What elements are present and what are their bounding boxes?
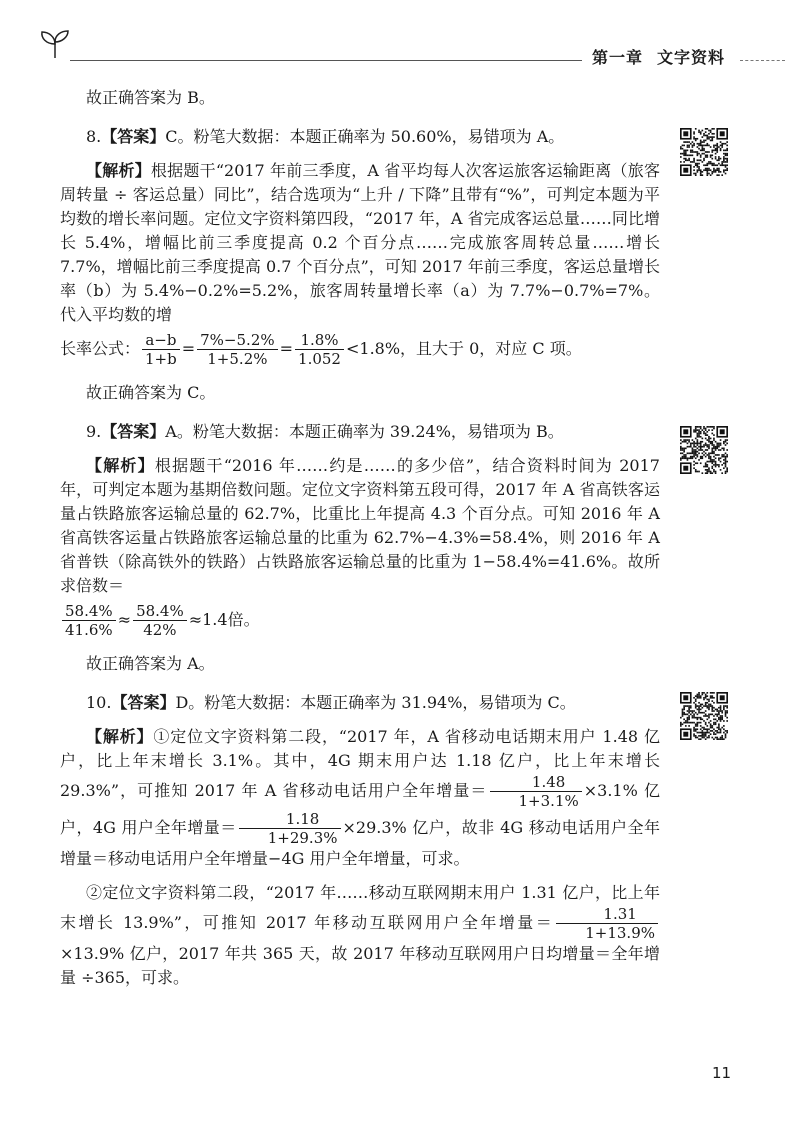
q8-answer-text: C。粉笔大数据：本题正确率为 50.60%，易错项为 A。 — [165, 127, 565, 146]
answer-label: 【答案】 — [101, 127, 166, 146]
q10-analysis-1 — [60, 725, 660, 871]
denominator: 1+b — [145, 350, 177, 368]
denominator: 1+29.3% — [267, 829, 338, 847]
analysis-label: 【解析】 — [86, 161, 151, 180]
numerator: 1.48 — [490, 773, 582, 792]
answer-content — [60, 86, 660, 990]
q10-analysis-tail-2: ×13.9% 亿户，2017 年共 365 天，故 2017 年移动互联网用户日均增量＝全年增量 ÷365，可求。 — [60, 944, 660, 987]
q9-formula: $\frac{58.4\%}{41.6\%}$ ≈ $\frac{58.4\%}{42\%}$ ≈1.4倍。 — [60, 598, 660, 642]
q10-analysis-text-1: ①定位文字资料第二段，“2017 年，A 省移动电话期末用户 1.48 亿户，比上年末增长 3.1%。其中，4G 期末用户达 1.18 亿户，比上年末增长 29.3%”，可推知 2017 年 A 省移动电话用户全年增量＝ — [60, 727, 660, 800]
q8-formula: 长率公式： $\frac{a-b}{1+b}$ = $\frac{7\%-5.2\%}{1+5.2\%}$ = $\frac{1.8\%}{1.052}$ <1.8%，且大于 0，对应 C 项。 — [60, 331, 582, 368]
numerator: 1.8% — [295, 331, 344, 350]
section-label: 文字资料 — [657, 48, 726, 67]
numerator: 58.4% — [62, 602, 116, 621]
chapter-title — [592, 45, 725, 68]
numerator: 1.31 — [556, 905, 658, 924]
analysis-label: 【解析】 — [86, 727, 154, 746]
numerator: 58.4% — [133, 602, 187, 621]
chapter-label: 第一章 — [592, 48, 644, 67]
q8-analysis — [60, 159, 660, 327]
q8-conclusion: 故正确答案为 C。 — [86, 383, 216, 402]
q10-analysis-text-2: ②定位文字资料第二段，“2017 年……移动互联网期末用户 1.31 亿户，比上年末增长 13.9%”，可推知 2017 年移动互联网用户全年增量＝ — [60, 883, 660, 932]
q8-analysis-text: 根据题干“2017 年前三季度，A 省平均每人次客运旅客运输距离（旅客周转量 ÷ 客运总量）同比”，结合选项为“上升 / 下降”且带有“%”，可判定本题为平均数的增长率问题。定位文字资料第四段，“2017 年，A 省完成客运总量……同比增长 5.4%，增幅比前三季度提高 0.2 个百分点……完成旅客周转总量……增长 7.7%，增幅比前三季度提高 0.7 个百分点”，可知 2017 年前三季度，客运总量增长率（b）为 5.4%−0.2%=5.2%，旅客周转量增长率（a）为 7.7%−0.7%=7%。代入平均数的增 — [60, 161, 660, 324]
q8-number: 8. — [86, 127, 102, 146]
denominator: 1+5.2% — [207, 350, 268, 368]
formula-prefix: 长率公式： — [60, 339, 141, 358]
formula-suffix: <1.8%，且大于 0，对应 C 项。 — [345, 339, 582, 358]
analysis-label: 【解析】 — [86, 456, 155, 475]
denominator: 1+13.9% — [585, 924, 655, 942]
qr-code-icon[interactable] — [680, 426, 728, 474]
q9-conclusion: 故正确答案为 A。 — [86, 654, 215, 673]
q7-conclusion: 故正确答案为 B。 — [86, 88, 215, 107]
q9-answer — [60, 420, 660, 444]
answer-label: 【答案】 — [101, 422, 166, 441]
numerator: a−b — [142, 331, 180, 350]
formula-suffix: ≈1.4倍。 — [188, 610, 260, 629]
page-number: 11 — [712, 1064, 732, 1082]
q9-number: 9. — [86, 422, 102, 441]
q9-answer-text: A。粉笔大数据：本题正确率为 39.24%，易错项为 B。 — [165, 422, 564, 441]
header-dashed-rule — [740, 60, 785, 62]
leaf-icon — [38, 30, 72, 60]
q9-analysis-text: 根据题干“2016 年……约是……的多少倍”，结合资料时间为 2017 年，可判定本题为基期倍数问题。定位文字资料第五段可得，2017 年 A 省高铁客运量占铁路旅客运输总量的 62.7%，比重比上年提高 4.3 个百分点。可知 2016 年 A 省高铁客运量占铁路旅客运输总量的比重为 62.7%−4.3%=58.4%，则 2016 年 A 省普铁（除高铁外的铁路）占铁路旅客运输总量的比重为 1−58.4%=41.6%。故所求倍数＝ — [60, 456, 660, 595]
q10-number: 10. — [86, 693, 112, 712]
qr-code-icon[interactable] — [680, 128, 728, 176]
fraction — [295, 331, 344, 368]
fraction — [556, 905, 658, 942]
denominator: 42% — [143, 621, 177, 639]
q10-analysis-tail: ×29.3% 亿户，故非 4G 移动电话用户全年增量＝移动电话用户全年增量−4G 用户全年增量，可求。 — [60, 818, 660, 868]
q10-answer — [60, 691, 660, 715]
q10-answer-text: D。粉笔大数据：本题正确率为 31.94%，易错项为 C。 — [175, 693, 576, 712]
fraction — [490, 773, 582, 810]
numerator: 7%−5.2% — [197, 331, 277, 350]
page-header — [0, 0, 800, 70]
q10-analysis-2 — [60, 881, 660, 990]
answer-label: 【答案】 — [111, 693, 176, 712]
numerator: 1.18 — [239, 810, 341, 829]
q10-analysis-mid: ×3.1% 亿户，4G 用户全年增量＝ — [60, 781, 660, 837]
denominator: 41.6% — [65, 621, 113, 639]
q9-analysis — [60, 454, 660, 598]
fraction — [62, 602, 116, 639]
header-rule — [70, 60, 582, 61]
denominator: 1+3.1% — [518, 792, 579, 810]
q8-answer — [60, 125, 660, 149]
qr-code-icon[interactable] — [680, 692, 728, 740]
fraction — [133, 602, 187, 639]
fraction — [197, 331, 277, 368]
fraction — [142, 331, 180, 368]
fraction — [239, 810, 341, 847]
denominator: 1.052 — [298, 350, 341, 368]
